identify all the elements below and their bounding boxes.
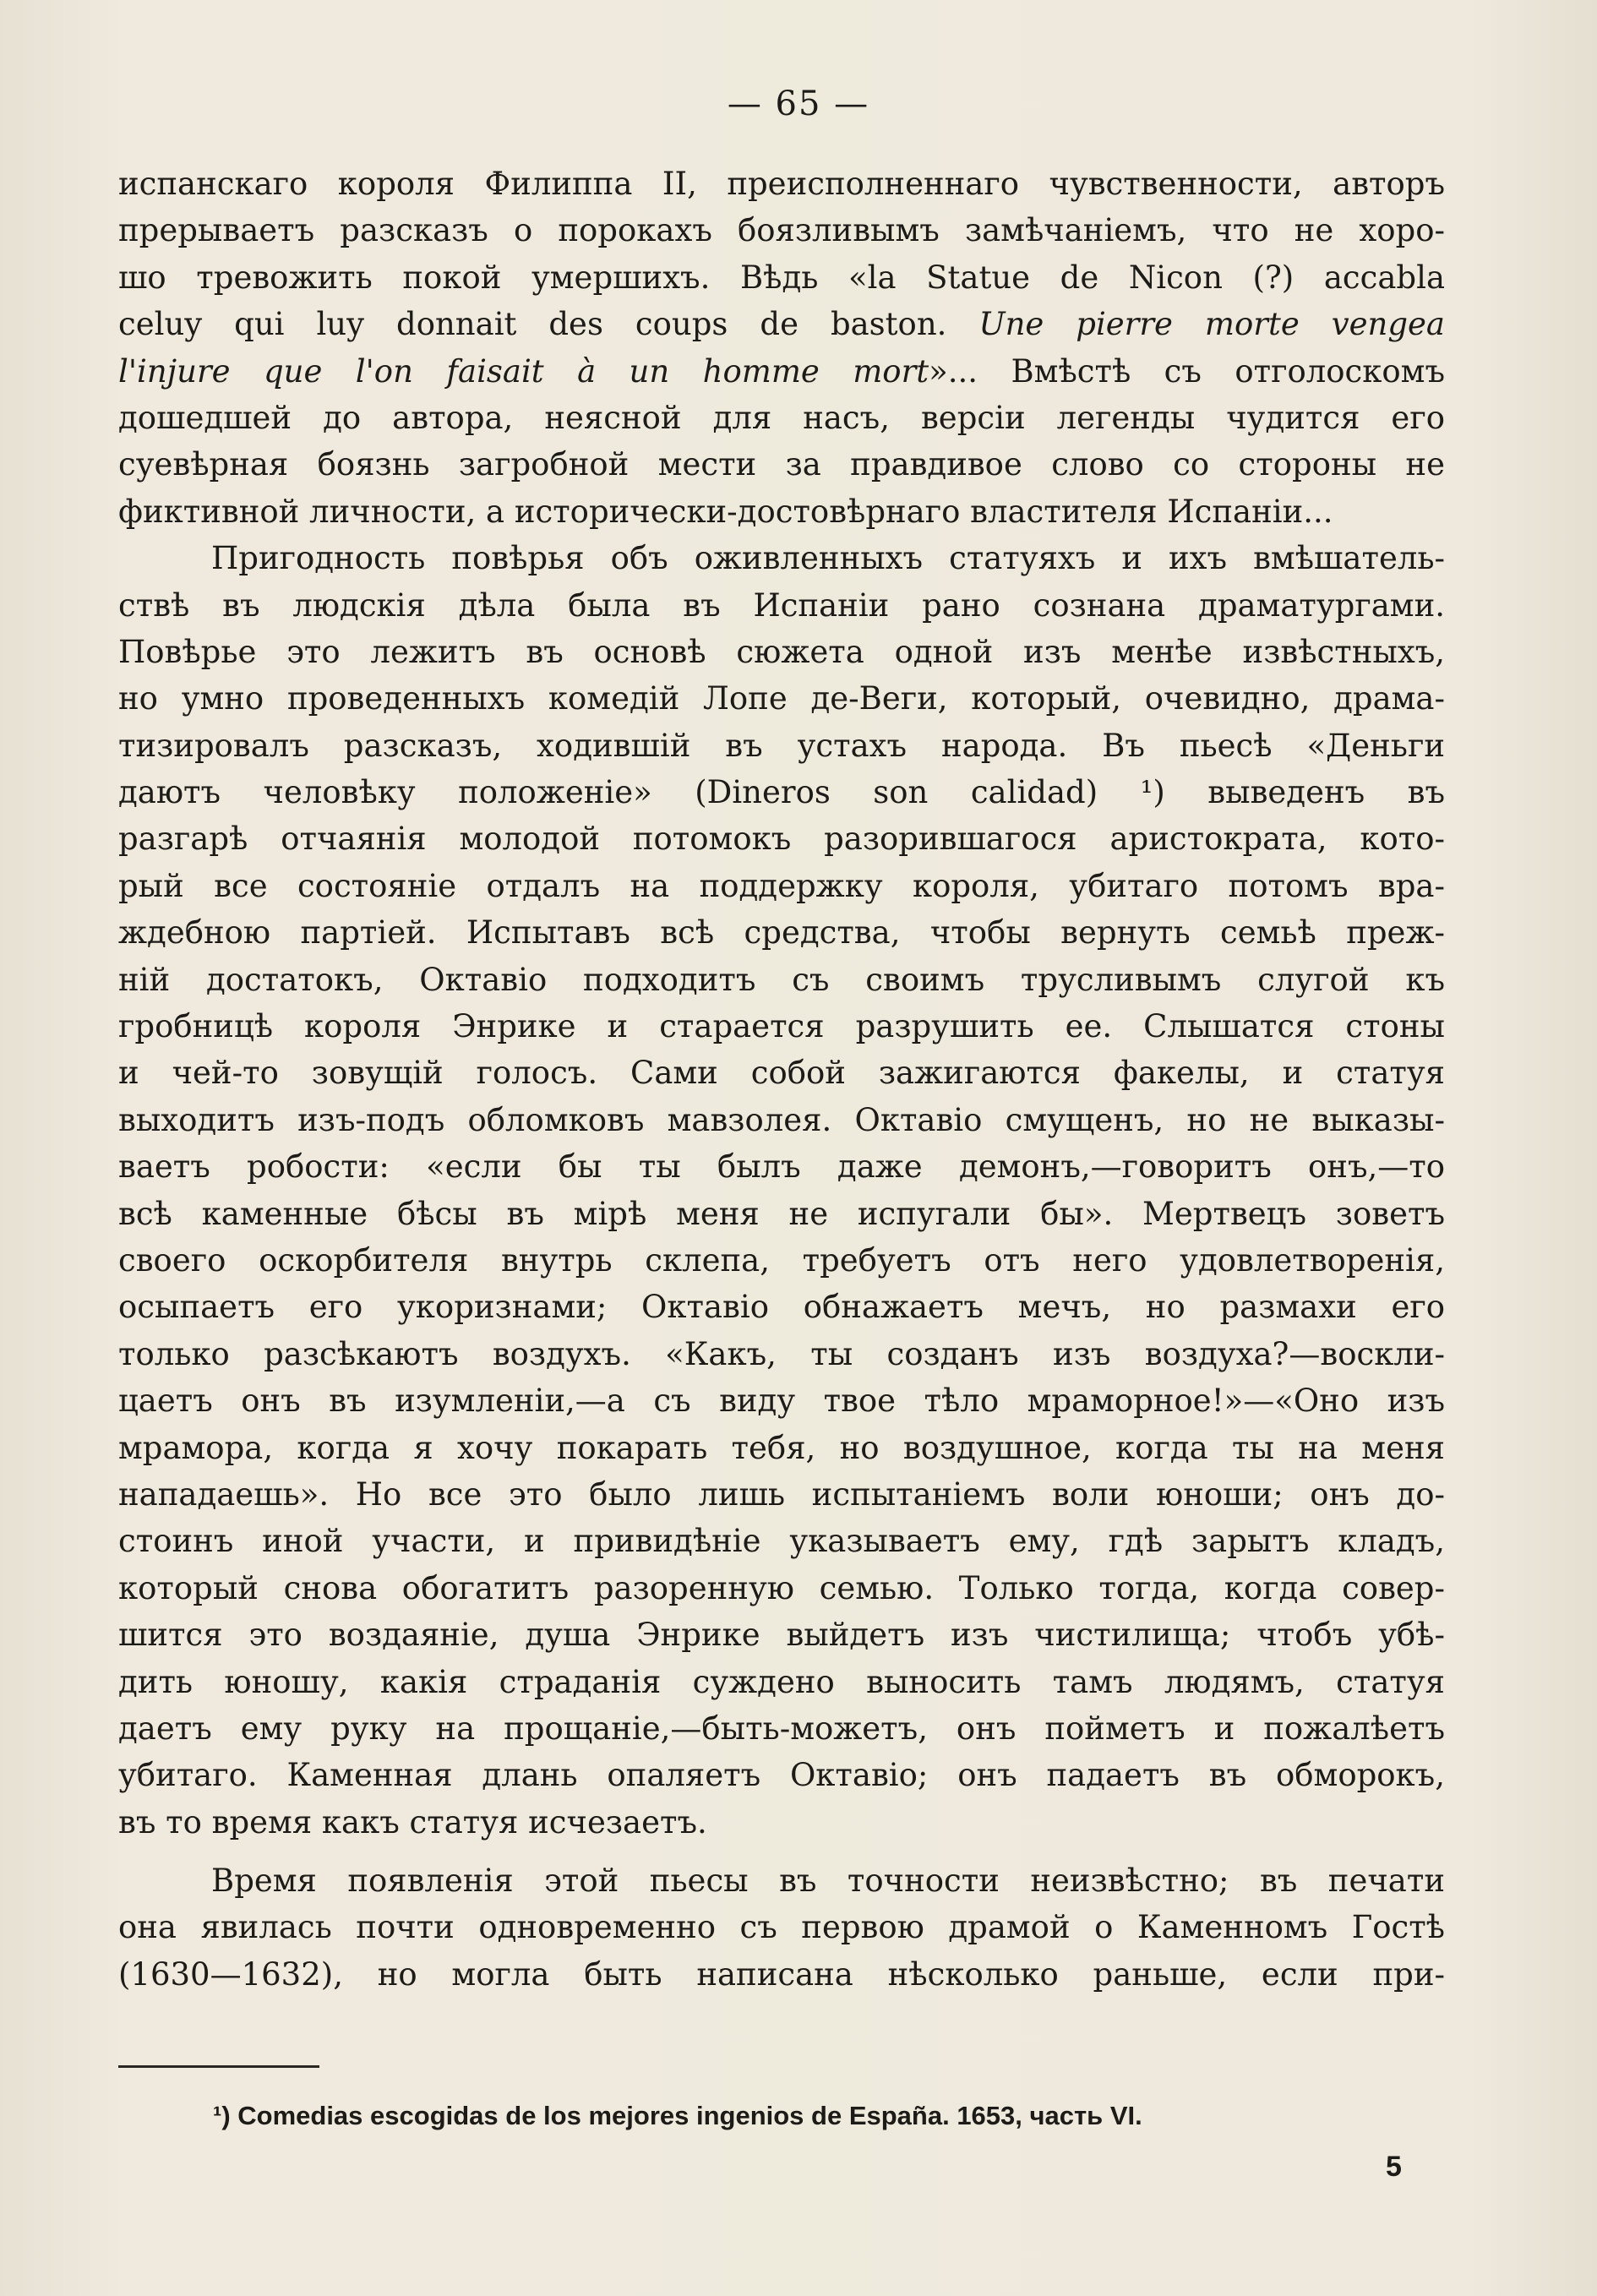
- italic-text-run: l'injure que l'on faisait à un homme mort: [118, 352, 929, 390]
- text-run: только разсѣкаютъ воздухъ. «Какъ, ты созданъ изъ воздуха?—воскли-: [118, 1335, 1445, 1372]
- text-run: шо тревожить покой умершихъ. Вѣдь «la Statue de Nicon (?) accabla: [118, 259, 1445, 296]
- text-run: всѣ каменные бѣсы въ мірѣ меня не испугали бы». Мертвецъ зоветъ: [118, 1195, 1445, 1232]
- footnote: ¹) Comedias escogidas de los mejores ingenios de España. 1653, часть VI.: [213, 2101, 1142, 2130]
- text-line: [118, 1951, 1445, 1998]
- text-line: [118, 488, 1445, 535]
- text-run: ваетъ робости: «если бы ты былъ даже демонъ,—говоритъ онъ,—то: [118, 1148, 1445, 1186]
- text-run: прерываетъ разсказъ о порокахъ боязливымъ замѣчаніемъ, что не хоро-: [118, 212, 1445, 249]
- text-run: »... Вмѣстѣ съ отголоскомъ: [929, 352, 1445, 390]
- text-run: суевѣрная боязнь загробной мести за правдивое слово со стороны не: [118, 446, 1445, 483]
- signature-mark: 5: [1386, 2151, 1402, 2183]
- text-run: фиктивной личности, а исторически-достовѣрнаго властителя Испаніи...: [118, 493, 1333, 530]
- text-run: осыпаетъ его укоризнами; Октавіо обнажаетъ мечъ, но размахи его: [118, 1289, 1445, 1326]
- text-run: стоинъ иной участи, и привидѣніе указываетъ ему, гдѣ зарытъ кладъ,: [118, 1523, 1445, 1560]
- text-run: Повѣрье это лежитъ въ основѣ сюжета одной изъ менѣе извѣстныхъ,: [118, 633, 1445, 670]
- text-line: [118, 1799, 1445, 1846]
- text-run: убитаго. Каменная длань опаляетъ Октавіо; онъ падаетъ въ обморокъ,: [118, 1757, 1445, 1794]
- text-run: цаетъ онъ въ изумленіи,—а съ виду твое тѣло мраморное!»—«Оно изъ: [118, 1383, 1445, 1420]
- text-run: тизировалъ разсказъ, ходившій въ устахъ народа. Въ пьесѣ «Деньги: [118, 727, 1445, 764]
- text-run: дошедшей до автора, неясной для насъ, версіи легенды чудится его: [118, 399, 1445, 436]
- text-line: [118, 1904, 1445, 1950]
- text-line: [118, 1097, 1445, 1143]
- text-line: [118, 301, 1445, 347]
- text-run: и чей-то зовущій голосъ. Сами собой зажигаются факелы, и статуя: [118, 1055, 1445, 1092]
- text-run: Пригодность повѣрья объ оживленныхъ статуяхъ и ихъ вмѣшатель-: [211, 540, 1445, 577]
- text-line: [118, 1331, 1445, 1377]
- text-line: [118, 1425, 1445, 1471]
- text-line: [118, 254, 1445, 301]
- text-run: она явилась почти одновременно съ первою драмой о Каменномъ Гостѣ: [118, 1909, 1445, 1946]
- text-line: [118, 1050, 1445, 1096]
- text-line: [118, 348, 1445, 395]
- text-line: [118, 629, 1445, 675]
- text-line: [118, 1377, 1445, 1424]
- text-line: [118, 582, 1445, 629]
- text-line: [118, 675, 1445, 722]
- text-run: ждебною партіей. Испытавъ всѣ средства, чтобы вернуть семьѣ преж-: [118, 914, 1445, 952]
- text-line: [118, 441, 1445, 488]
- text-run: шится это воздаяніе, душа Энрике выйдетъ изъ чистилища; чтобъ убѣ-: [118, 1617, 1445, 1654]
- text-run: гробницѣ короля Энрике и старается разрушить ее. Слышатся стоны: [118, 1008, 1445, 1045]
- body-text: [118, 161, 1445, 1998]
- text-line: [118, 1659, 1445, 1705]
- text-line: [118, 1857, 1445, 1904]
- text-run: нападаешь». Но все это было лишь испытаніемъ воли юноши; онъ до-: [118, 1475, 1445, 1513]
- text-line: [118, 1612, 1445, 1658]
- text-line: [118, 1705, 1445, 1752]
- text-line: [118, 769, 1445, 815]
- text-line: [118, 535, 1445, 581]
- text-line: [118, 1565, 1445, 1612]
- text-line: [118, 1752, 1445, 1798]
- text-line: [118, 909, 1445, 956]
- text-run: въ то время какъ статуя исчезаетъ.: [118, 1803, 707, 1841]
- text-line: [118, 1143, 1445, 1190]
- text-line: [118, 161, 1445, 207]
- text-run: испанскаго короля Филиппа II, преисполненнаго чувственности, авторъ: [118, 166, 1445, 202]
- footnote-rule: [118, 2065, 319, 2068]
- text-line: [118, 957, 1445, 1003]
- text-line: [118, 1471, 1445, 1518]
- text-run: мрамора, когда я хочу покарать тебя, но воздушное, когда ты на меня: [118, 1429, 1445, 1466]
- text-line: [118, 863, 1445, 909]
- text-run: даютъ человѣку положеніе» (Dineros son calidad) ¹) выведенъ въ: [118, 774, 1445, 811]
- text-line: [118, 1518, 1445, 1564]
- text-run: своего оскорбителя внутрь склепа, требуетъ отъ него удовлетворенія,: [118, 1241, 1445, 1279]
- text-run: дить юношу, какія страданія суждено выносить тамъ людямъ, статуя: [118, 1663, 1445, 1700]
- text-run: разгарѣ отчаянія молодой потомокъ разорившагося аристократа, кото-: [118, 821, 1445, 858]
- text-run: Время появленія этой пьесы въ точности неизвѣстно; въ печати: [211, 1862, 1445, 1900]
- text-run: выходитъ изъ-подъ обломковъ мавзолея. Октавіо смущенъ, но не выказы-: [118, 1101, 1445, 1138]
- italic-text-run: Une pierre morte vengea: [978, 306, 1445, 343]
- text-run: ствѣ въ людскія дѣла была въ Испаніи рано сознана драматургами.: [118, 586, 1445, 624]
- text-line: [118, 1237, 1445, 1284]
- text-run: рый все состояніе отдалъ на поддержку короля, убитаго потомъ вра-: [118, 867, 1445, 904]
- text-line: [118, 815, 1445, 862]
- text-line: [118, 1191, 1445, 1237]
- text-run: ній достатокъ, Октавіо подходитъ съ своимъ трусливымъ слугой къ: [118, 961, 1445, 998]
- text-run: celuy qui luy donnait des coups de baston.: [118, 306, 979, 343]
- text-run: который снова обогатитъ разоренную семью. Только тогда, когда совер-: [118, 1569, 1445, 1606]
- text-line: [118, 1003, 1445, 1050]
- text-run: но умно проведенныхъ комедій Лопе де-Веги, который, очевидно, драма-: [118, 680, 1445, 717]
- text-line: [118, 723, 1445, 769]
- text-line: [118, 207, 1445, 254]
- text-run: даетъ ему руку на прощаніе,—быть-можетъ, онъ пойметъ и пожалѣетъ: [118, 1710, 1445, 1747]
- text-line: [118, 1284, 1445, 1330]
- text-run: (1630—1632), но могла быть написана нѣсколько раньше, если при-: [118, 1955, 1445, 1993]
- page-number: — 65 —: [727, 85, 870, 123]
- text-line: [118, 395, 1445, 441]
